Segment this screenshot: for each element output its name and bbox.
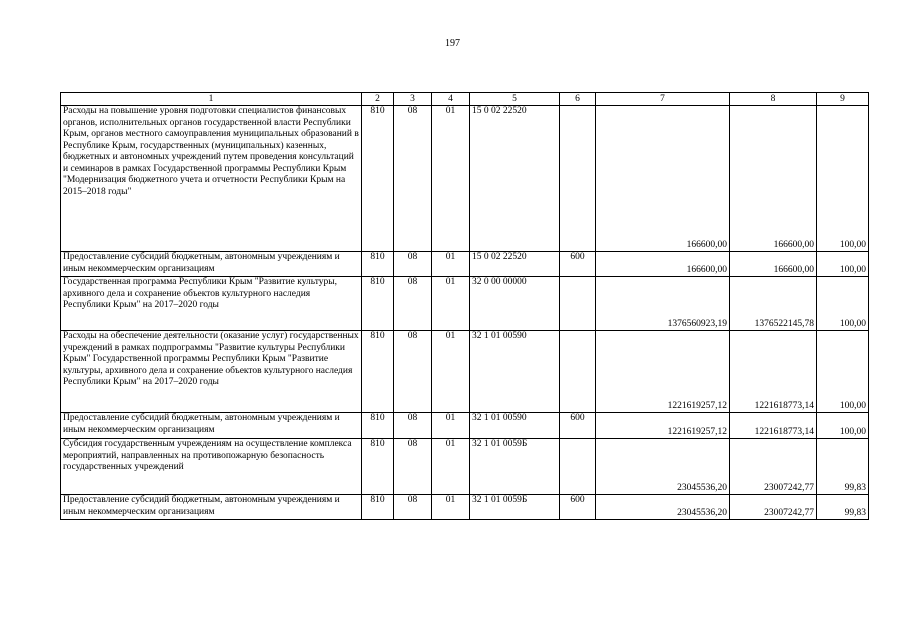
column-header: 2 [362,93,394,106]
subsection-code-cell: 01 [432,252,470,277]
column-header: 9 [817,93,869,106]
planned-amount-cell: 166600,00 [596,106,730,252]
expense-type-cell: 600 [560,495,596,520]
target-article-cell: 32 0 00 00000 [470,277,560,331]
target-article-cell: 32 1 01 0059Б [470,495,560,520]
expense-name-cell: Субсидия государственным учреждениям на осуществление комплекса мероприятий, направленных на противопожарную безопасность государственных учреждений [61,439,362,495]
executed-amount-cell: 23007242,77 [730,439,817,495]
planned-amount-cell: 1221619257,12 [596,413,730,439]
section-code-cell: 08 [394,331,432,413]
table-row [61,106,869,252]
planned-amount-cell: 23045536,20 [596,495,730,520]
table-row [61,331,869,413]
table-row [61,413,869,439]
executed-amount-cell: 23007242,77 [730,495,817,520]
section-code-cell: 08 [394,277,432,331]
column-header: 4 [432,93,470,106]
executed-amount-cell: 1221618773,14 [730,331,817,413]
column-header: 7 [596,93,730,106]
table-row [61,439,869,495]
execution-percent-cell: 100,00 [817,413,869,439]
execution-percent-cell: 99,83 [817,495,869,520]
executed-amount-cell: 1221618773,14 [730,413,817,439]
expense-name-cell: Государственная программа Республики Крым "Развитие культуры, архивного дела и сохранение объектов культурного наследия Республики Крым" на 2017–2020 годы [61,277,362,331]
section-code-cell: 08 [394,106,432,252]
ministry-code-cell: 810 [362,439,394,495]
target-article-cell: 32 1 01 00590 [470,413,560,439]
target-article-cell: 32 1 01 00590 [470,331,560,413]
subsection-code-cell: 01 [432,277,470,331]
column-header: 6 [560,93,596,106]
target-article-cell: 32 1 01 0059Б [470,439,560,495]
subsection-code-cell: 01 [432,495,470,520]
table-row [61,495,869,520]
ministry-code-cell: 810 [362,331,394,413]
table-header-row [61,93,869,106]
executed-amount-cell: 166600,00 [730,252,817,277]
column-header: 8 [730,93,817,106]
target-article-cell: 15 0 02 22520 [470,106,560,252]
expense-type-cell [560,277,596,331]
execution-percent-cell: 100,00 [817,252,869,277]
expense-type-cell: 600 [560,252,596,277]
column-header: 5 [470,93,560,106]
ministry-code-cell: 810 [362,495,394,520]
expense-type-cell: 600 [560,413,596,439]
column-header: 1 [61,93,362,106]
table-row [61,252,869,277]
planned-amount-cell: 23045536,20 [596,439,730,495]
subsection-code-cell: 01 [432,331,470,413]
expense-type-cell [560,331,596,413]
execution-percent-cell: 100,00 [817,277,869,331]
execution-percent-cell: 100,00 [817,331,869,413]
column-header: 3 [394,93,432,106]
expense-type-cell [560,106,596,252]
execution-percent-cell: 100,00 [817,106,869,252]
section-code-cell: 08 [394,495,432,520]
expense-type-cell [560,439,596,495]
ministry-code-cell: 810 [362,106,394,252]
expense-name-cell: Предоставление субсидий бюджетным, автономным учреждениям и иным некоммерческим организациям [61,252,362,277]
subsection-code-cell: 01 [432,106,470,252]
subsection-code-cell: 01 [432,413,470,439]
expense-name-cell: Расходы на повышение уровня подготовки специалистов финансовых органов, исполнительных органов государственной власти Республики Крым, органов местного самоуправления муниципальных образований в Республике Крым, государственных (муниципальных) казенных, бюджетных и автономных учреждений путем проведения консультаций и семинаров в рамках Государственной программы Республики Крым "Модернизация бюджетного учета и отчетности Республики Крым на 2015–2018 годы" [61,106,362,252]
planned-amount-cell: 1376560923,19 [596,277,730,331]
execution-percent-cell: 99,83 [817,439,869,495]
expense-name-cell: Предоставление субсидий бюджетным, автономным учреждениям и иным некоммерческим организациям [61,413,362,439]
table-row [61,277,869,331]
subsection-code-cell: 01 [432,439,470,495]
section-code-cell: 08 [394,413,432,439]
executed-amount-cell: 166600,00 [730,106,817,252]
planned-amount-cell: 1221619257,12 [596,331,730,413]
section-code-cell: 08 [394,439,432,495]
ministry-code-cell: 810 [362,413,394,439]
planned-amount-cell: 166600,00 [596,252,730,277]
section-code-cell: 08 [394,252,432,277]
target-article-cell: 15 0 02 22520 [470,252,560,277]
expense-name-cell: Предоставление субсидий бюджетным, автономным учреждениям и иным некоммерческим организациям [61,495,362,520]
ministry-code-cell: 810 [362,252,394,277]
page-number: 197 [445,38,460,49]
expense-name-cell: Расходы на обеспечение деятельности (оказание услуг) государственных учреждений в рамках подпрограммы "Развитие культуры Республики Крым" Государственной программы Республики Крым "Развитие культуры, архивного дела и сохранение объектов культурного наследия Республики Крым" на 2017–2020 годы [61,331,362,413]
executed-amount-cell: 1376522145,78 [730,277,817,331]
ministry-code-cell: 810 [362,277,394,331]
budget-table [60,92,869,520]
